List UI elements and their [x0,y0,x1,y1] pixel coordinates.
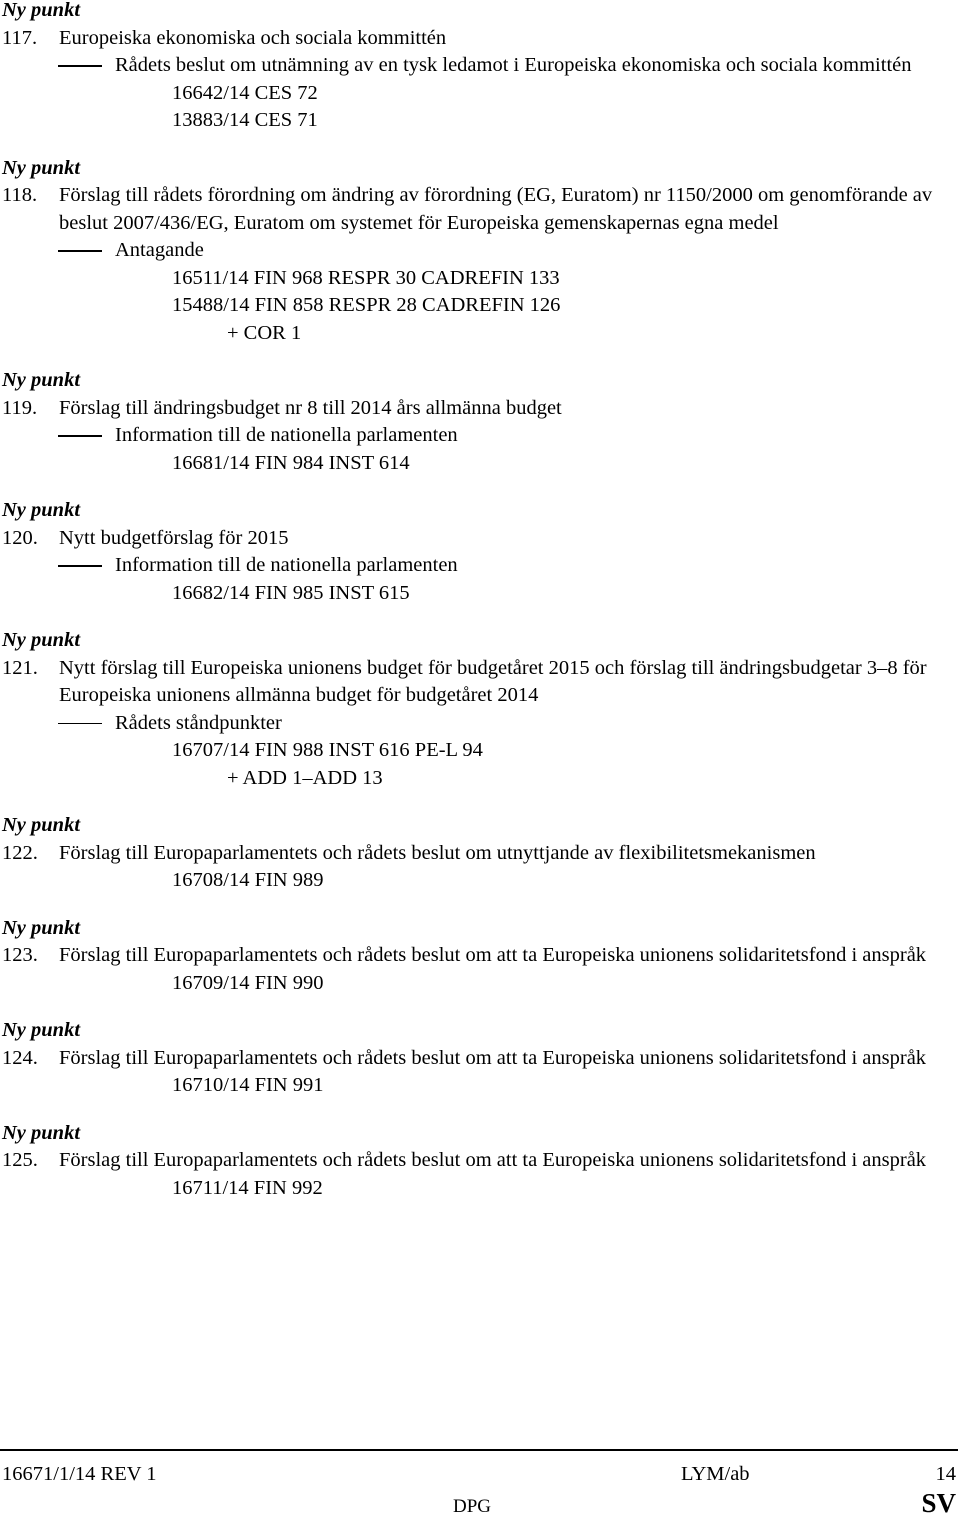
item-subtitle [2,237,958,265]
ny-punkt-label: Ny punkt [2,1019,81,1041]
document-reference: 16707/14 FIN 988 INST 616 PE-L 94 [172,739,483,761]
item-number: 118. [2,184,38,206]
dash-bullet [58,435,102,437]
item-subtitle [2,52,958,80]
document-addendum: + ADD 1–ADD 13 [227,766,383,789]
item-title: Förslag till Europaparlamentets och rådets beslut om att ta Europeiska unionens solidaritetsfond i anspråk [59,1046,927,1069]
agenda-item [2,1017,958,1100]
item-number: 123. [2,944,38,966]
item-number: 122. [2,841,38,864]
ny-punkt-label: Ny punkt [2,1121,81,1144]
footer-language: SV [921,1488,956,1518]
item-number: 121. [2,656,38,679]
ny-punkt-label: Ny punkt [2,499,81,521]
ny-punkt-label: Ny punkt [2,0,81,21]
item-subtitle-text: Rådets ståndpunkter [115,711,282,734]
agenda-item [2,812,958,895]
item-title: Nytt förslag till Europeiska unionens budget för budgetåret 2015 och förslag till ändringsbudgetar 3–8 för Europeiska unionens allmänna budget för budgetåret 2014 [59,656,927,706]
item-number: 119. [2,396,38,419]
footer-page-number: 14 [935,1463,956,1485]
document-reference: 15488/14 FIN 858 RESPR 28 CADREFIN 126 [172,294,561,316]
agenda-item [2,915,958,998]
document-reference: 16642/14 CES 72 [172,81,318,104]
agenda-item [2,155,958,348]
item-subtitle-text: Antagande [115,239,204,261]
item-title-row [2,525,958,553]
item-title-row [2,840,958,868]
item-number: 125. [2,1149,38,1171]
item-title-row [2,1147,958,1175]
document-reference: 16708/14 FIN 989 [172,869,324,891]
document-addendum: + COR 1 [227,321,302,344]
dash-bullet [58,250,102,252]
item-title: Förslag till ändringsbudget nr 8 till 2014 års allmänna budget [59,396,562,419]
item-title: Förslag till rådets förordning om ändring av förordning (EG, Euratom) nr 1150/2000 om genomförande av beslut 2007/436/EG, Euratom om systemet för Europeiska gemenskapernas egna medel [59,184,933,234]
item-title-row [2,655,958,710]
item-title: Förslag till Europaparlamentets och rådets beslut om att ta Europeiska unionens solidaritetsfond i anspråk [59,944,927,966]
item-title-row [2,1045,958,1073]
agenda-item [2,367,958,477]
item-title-row [2,25,958,53]
item-title: Europeiska ekonomiska och sociala kommittén [59,26,447,49]
item-subtitle [2,710,958,738]
item-number: 120. [2,526,38,549]
ny-punkt-label: Ny punkt [2,156,81,179]
document-reference: 16682/14 FIN 985 INST 615 [172,581,410,604]
document-body [2,0,958,1222]
item-title-row [2,942,958,970]
agenda-item [2,0,958,135]
dash-bullet [58,723,102,725]
item-title: Förslag till Europaparlamentets och rådets beslut om utnyttjande av flexibilitetsmekanismen [59,841,816,864]
item-number: 117. [2,26,38,49]
ny-punkt-label: Ny punkt [2,814,81,836]
dash-bullet [58,565,102,567]
document-reference: 13883/14 CES 71 [172,109,318,131]
item-title: Nytt budgetförslag för 2015 [59,526,289,549]
item-title-row [2,182,958,237]
document-reference: 16511/14 FIN 968 RESPR 30 CADREFIN 133 [172,266,560,289]
item-subtitle-text: Rådets beslut om utnämning av en tysk ledamot i Europeiska ekonomiska och sociala kommittén [115,54,912,76]
item-subtitle [2,422,958,450]
document-reference: 16681/14 FIN 984 INST 614 [172,451,410,474]
document-reference: 16710/14 FIN 991 [172,1074,324,1096]
ny-punkt-label: Ny punkt [2,916,81,939]
item-number: 124. [2,1046,38,1069]
agenda-item [2,627,958,792]
footer-divider [0,1449,958,1451]
agenda-item [2,1120,958,1203]
item-subtitle-text: Information till de nationella parlamenten [115,554,458,576]
document-reference: 16709/14 FIN 990 [172,971,324,994]
ny-punkt-label: Ny punkt [2,629,81,651]
agenda-item [2,497,958,607]
document-reference: 16711/14 FIN 992 [172,1176,323,1199]
item-subtitle [2,552,958,580]
item-title-row [2,395,958,423]
ny-punkt-label: Ny punkt [2,369,81,391]
footer-doc-number: 16671/1/14 REV 1 [2,1463,157,1485]
dash-bullet [58,65,102,67]
item-subtitle-text: Information till de nationella parlamenten [115,424,458,446]
footer-signature: LYM/ab [681,1463,750,1485]
footer-dpg: DPG [453,1496,492,1517]
item-title: Förslag till Europaparlamentets och rådets beslut om att ta Europeiska unionens solidaritetsfond i anspråk [59,1149,927,1171]
